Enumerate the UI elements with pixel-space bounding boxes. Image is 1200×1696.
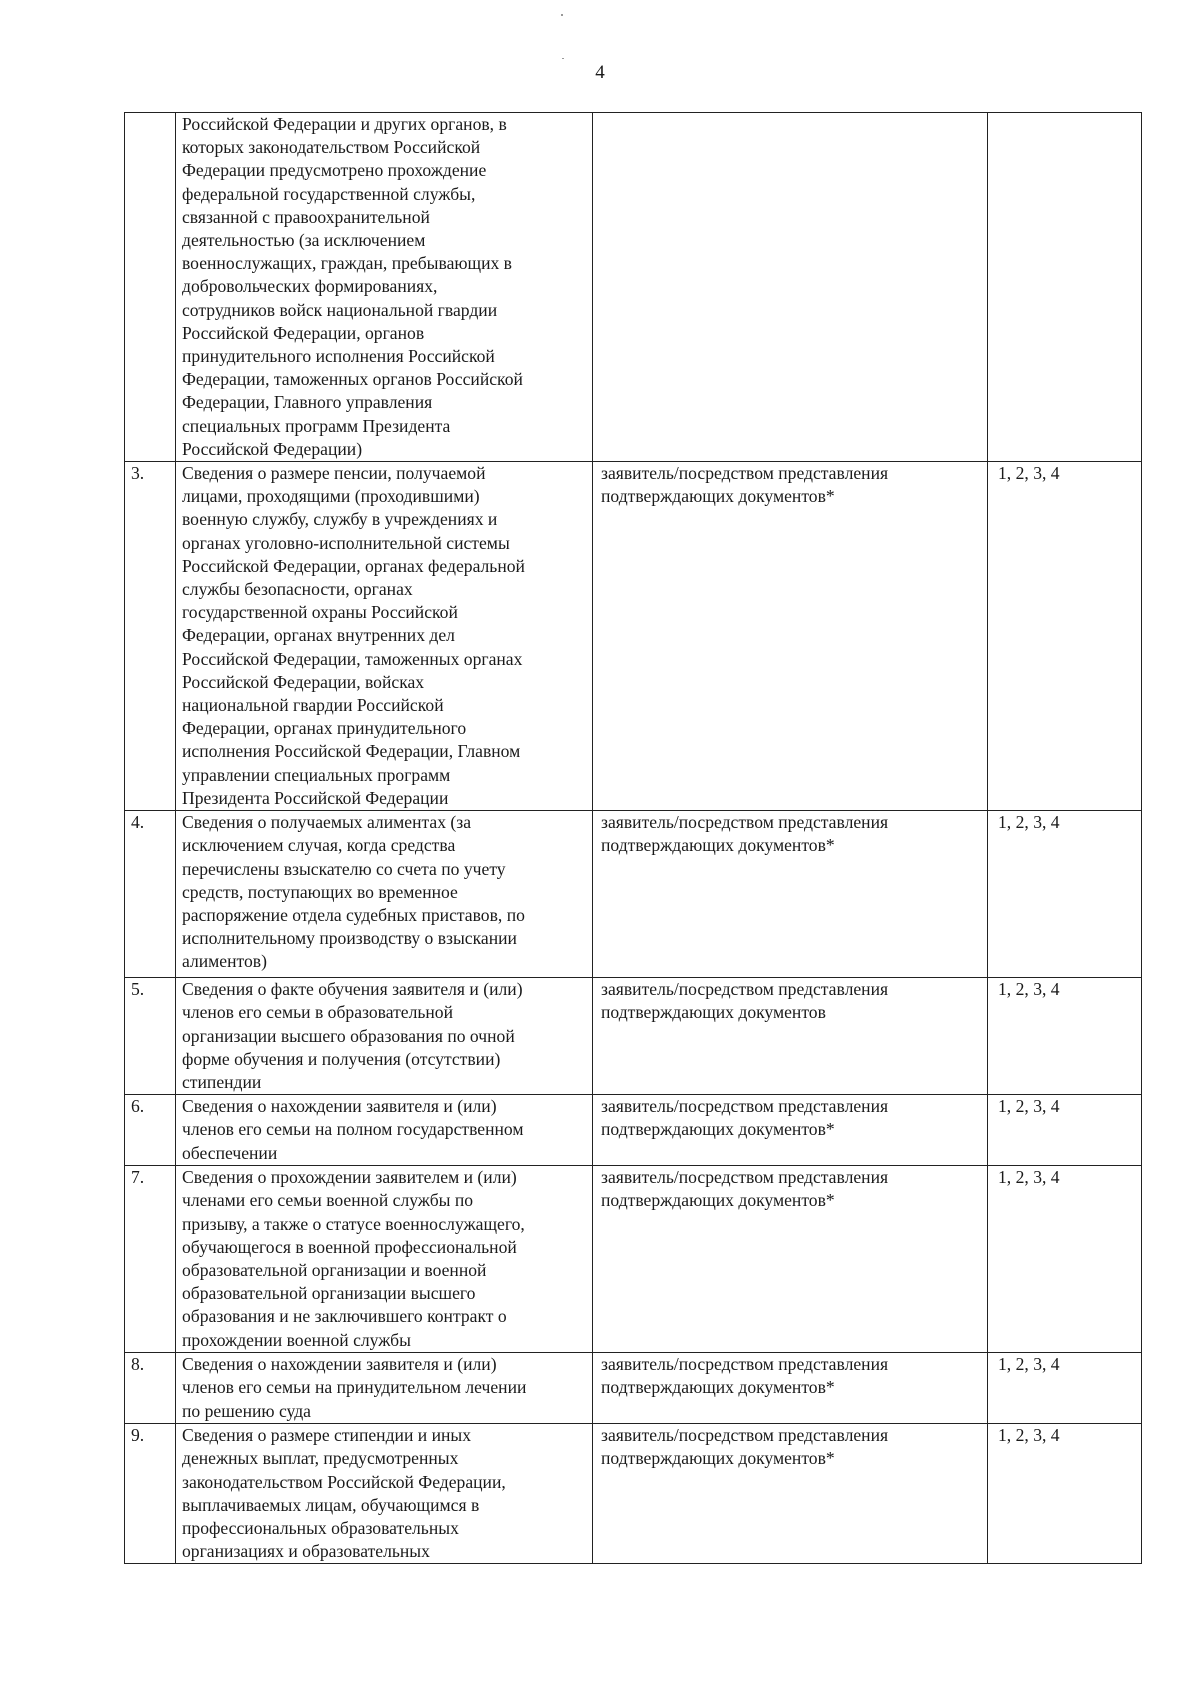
row-source: заявитель/посредством представления подтверждающих документов bbox=[593, 978, 988, 1095]
row-source: заявитель/посредством представления подтверждающих документов* bbox=[593, 811, 988, 978]
row-source: заявитель/посредством представления подтверждающих документов* bbox=[593, 1353, 988, 1424]
table-row bbox=[125, 1424, 1142, 1564]
row-description: Сведения о факте обучения заявителя и (или) членов его семьи в образовательной организации высшего образования по очной форме обучения и получения (отсутствии) стипендии bbox=[176, 978, 593, 1095]
row-codes: 1, 2, 3, 4 bbox=[988, 1353, 1142, 1424]
row-codes bbox=[988, 113, 1142, 462]
row-number: 3. bbox=[125, 462, 176, 811]
row-number: 5. bbox=[125, 978, 176, 1095]
row-codes: 1, 2, 3, 4 bbox=[988, 1166, 1142, 1353]
row-description: Российской Федерации и других органов, в которых законодательством Российской Федерации предусмотрено прохождение федеральной государственной службы, связанной с правоохранительной деятельностью (за исключением военнослужащих, граждан, пребывающих в добровольческих формированиях, сотрудников войск национальной гвардии Российской Федерации, органов принудительного исполнения Российской Федерации, таможенных органов Российской Федерации, Главного управления специальных программ Президента Российской Федерации) bbox=[176, 113, 593, 462]
table-row bbox=[125, 1166, 1142, 1353]
row-codes: 1, 2, 3, 4 bbox=[988, 1095, 1142, 1166]
row-number: 8. bbox=[125, 1353, 176, 1424]
row-codes: 1, 2, 3, 4 bbox=[988, 811, 1142, 978]
table-row bbox=[125, 1095, 1142, 1166]
row-description: Сведения о нахождении заявителя и (или) членов его семьи на принудительном лечении по решению суда bbox=[176, 1353, 593, 1424]
table-row bbox=[125, 811, 1142, 978]
table-row bbox=[125, 462, 1142, 811]
table-row bbox=[125, 113, 1142, 462]
scan-speck bbox=[561, 14, 563, 16]
row-description: Сведения о размере пенсии, получаемой лицами, проходящими (проходившими) военную службу, службу в учреждениях и органах уголовно-исполнительной системы Российской Федерации, органах федеральной службы безопасности, органах государственной охраны Российской Федерации, органах внутренних дел Российской Федерации, таможенных органах Российской Федерации, войсках национальной гвардии Российской Федерации, органах принудительного исполнения Российской Федерации, Главном управлении специальных программ Президента Российской Федерации bbox=[176, 462, 593, 811]
row-number: 6. bbox=[125, 1095, 176, 1166]
row-number bbox=[125, 113, 176, 462]
row-description: Сведения о размере стипендии и иных денежных выплат, предусмотренных законодательством Российской Федерации, выплачиваемых лицам, обучающимся в профессиональных образовательных организациях и образовательных bbox=[176, 1424, 593, 1564]
table-row bbox=[125, 978, 1142, 1095]
row-source: заявитель/посредством представления подтверждающих документов* bbox=[593, 1166, 988, 1353]
document-table bbox=[124, 112, 1142, 1564]
row-codes: 1, 2, 3, 4 bbox=[988, 462, 1142, 811]
row-description: Сведения о нахождении заявителя и (или) членов его семьи на полном государственном обеспечении bbox=[176, 1095, 593, 1166]
row-source: заявитель/посредством представления подтверждающих документов* bbox=[593, 1095, 988, 1166]
row-codes: 1, 2, 3, 4 bbox=[988, 978, 1142, 1095]
row-description: Сведения о прохождении заявителем и (или) членами его семьи военной службы по призыву, а также о статусе военнослужащего, обучающегося в военной профессиональной образовательной организации и военной образовательной организации высшего образования и не заключившего контракт о прохождении военной службы bbox=[176, 1166, 593, 1353]
row-description: Сведения о получаемых алиментах (за исключением случая, когда средства перечислены взыскателю со счета по учету средств, поступающих во временное распоряжение отдела судебных приставов, по исполнительному производству о взыскании алиментов) bbox=[176, 811, 593, 978]
scan-speck bbox=[562, 58, 564, 59]
row-number: 9. bbox=[125, 1424, 176, 1564]
row-codes: 1, 2, 3, 4 bbox=[988, 1424, 1142, 1564]
page-number: 4 bbox=[595, 62, 605, 83]
table-row bbox=[125, 1353, 1142, 1424]
row-number: 4. bbox=[125, 811, 176, 978]
row-source bbox=[593, 113, 988, 462]
row-number: 7. bbox=[125, 1166, 176, 1353]
row-source: заявитель/посредством представления подтверждающих документов* bbox=[593, 462, 988, 811]
row-source: заявитель/посредством представления подтверждающих документов* bbox=[593, 1424, 988, 1564]
